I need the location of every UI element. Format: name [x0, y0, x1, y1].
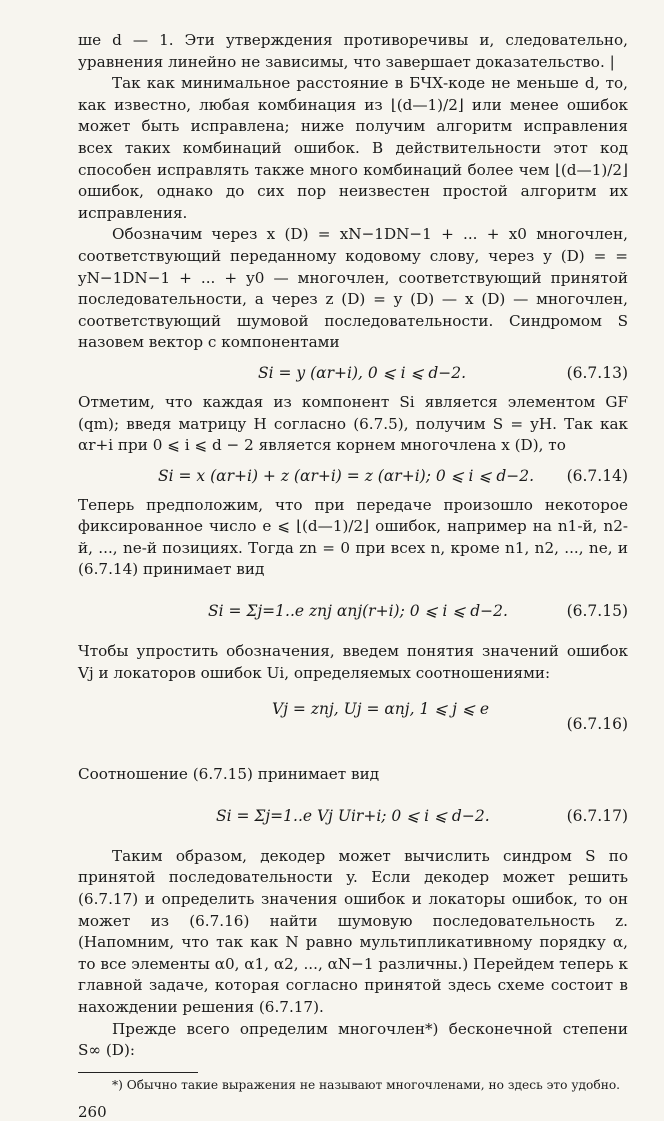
- main-text: [78, 30, 628, 1062]
- equation-6-7-15: [78, 585, 628, 637]
- equation-body: Vj = znj, Uj = αnj, 1 ⩽ j ⩽ e: [272, 700, 489, 719]
- equation-body: Si = x (αr+i) + z (αr+i) = z (αr+i); 0 ⩽ i ⩽ d−2.: [158, 466, 535, 485]
- paragraph-7: Соотношение (6.7.15) принимает вид: [78, 765, 380, 784]
- paragraph-5: Теперь предположим, что при передаче произошло некоторое фиксированное число e ⩽ ⌊(d—1)/2⌋ ошибок, например на n1-й, n2-й, ..., ne-й позициях. Тогда zn = 0 при всех n, кроме n1, n2, ..., ne, и (6.7.14) принимает вид: [78, 495, 628, 579]
- equation-6-7-16: [78, 688, 628, 760]
- paragraph-2: Так как минимальное расстояние в БЧХ-коде не меньше d, то, как известно, любая комбинация из ⌊(d—1)/2⌋ или менее ошибок может быть исправлена; ниже получим алгоритм исправления всех таких комбинаций ошибок. В действительности этот код способен исправлять также много комбинаций более чем ⌊(d—1)/2⌋ ошибок, однако до сих пор неизвестен простой алгоритм их исправления.: [78, 74, 628, 222]
- paragraph-8: Таким образом, декодер может вычислить синдром S по принятой последовательности y. Если декодер может решить (6.7.17) и определить значения ошибок и локаторы ошибок, то он может из (6.7.16) найти шумовую последовательность z. (Напомним, что так как N равно мультипликативному порядку α, то все элементы α0, α1, α2, ..., αN−1 различны.) Перейдем теперь к главной задаче, которая согласно принятой здесь схеме состоит в нахождении решения (6.7.17).: [78, 846, 628, 1016]
- equation-body: Si = y (αr+i), 0 ⩽ i ⩽ d−2.: [258, 363, 467, 382]
- footnote: *) Обычно такие выражения не называют многочленами, но здесь это удобно.: [112, 1077, 621, 1092]
- page-number: 260: [78, 1102, 107, 1121]
- equation-6-7-17: [78, 790, 628, 842]
- equation-body: Si = Σj=1..e Vj Uir+i; 0 ⩽ i ⩽ d−2.: [216, 806, 490, 825]
- paragraph-4: Отметим, что каждая из компонент Si является элементом GF (qm); введя матрицу H согласно (6.7.5), получим S = yH. Так как αr+i при 0 ⩽ i ⩽ d − 2 является корнем многочлена x (D), то: [78, 392, 628, 455]
- equation-number: (6.7.13): [566, 363, 628, 382]
- paragraph-9: Прежде всего определим многочлен*) бесконечной степени S∞ (D):: [78, 1019, 628, 1060]
- equation-number: (6.7.17): [566, 806, 628, 825]
- equation-6-7-13: [78, 358, 628, 388]
- paragraph-1: ше d — 1. Эти утверждения противоречивы и, следовательно, уравнения линейно не зависимы, что завершает доказательство. |: [78, 31, 628, 71]
- equation-number: (6.7.14): [566, 466, 628, 485]
- paragraph-6: Чтобы упростить обозначения, введем понятия значений ошибок Vj и локаторов ошибок Ui, определяемых соотношениями:: [78, 642, 628, 682]
- paragraph-3: Обозначим через x (D) = xN−1DN−1 + ... + x0 многочлен, соответствующий переданному кодовому слову, через y (D) = = yN−1DN−1 + ... + y0 — многочлен, соответствующий принятой последовательности, а через z (D) = y (D) — x (D) — многочлен, соответствующий шумовой последовательности. Синдромом S назовем вектор с компонентами: [78, 225, 628, 352]
- footnote-divider: [78, 1072, 198, 1073]
- equation-number: (6.7.15): [566, 602, 628, 621]
- equation-6-7-14: [78, 461, 628, 491]
- equation-number: (6.7.16): [566, 715, 628, 734]
- equation-body: Si = Σj=1..e znj αnj(r+i); 0 ⩽ i ⩽ d−2.: [208, 602, 508, 621]
